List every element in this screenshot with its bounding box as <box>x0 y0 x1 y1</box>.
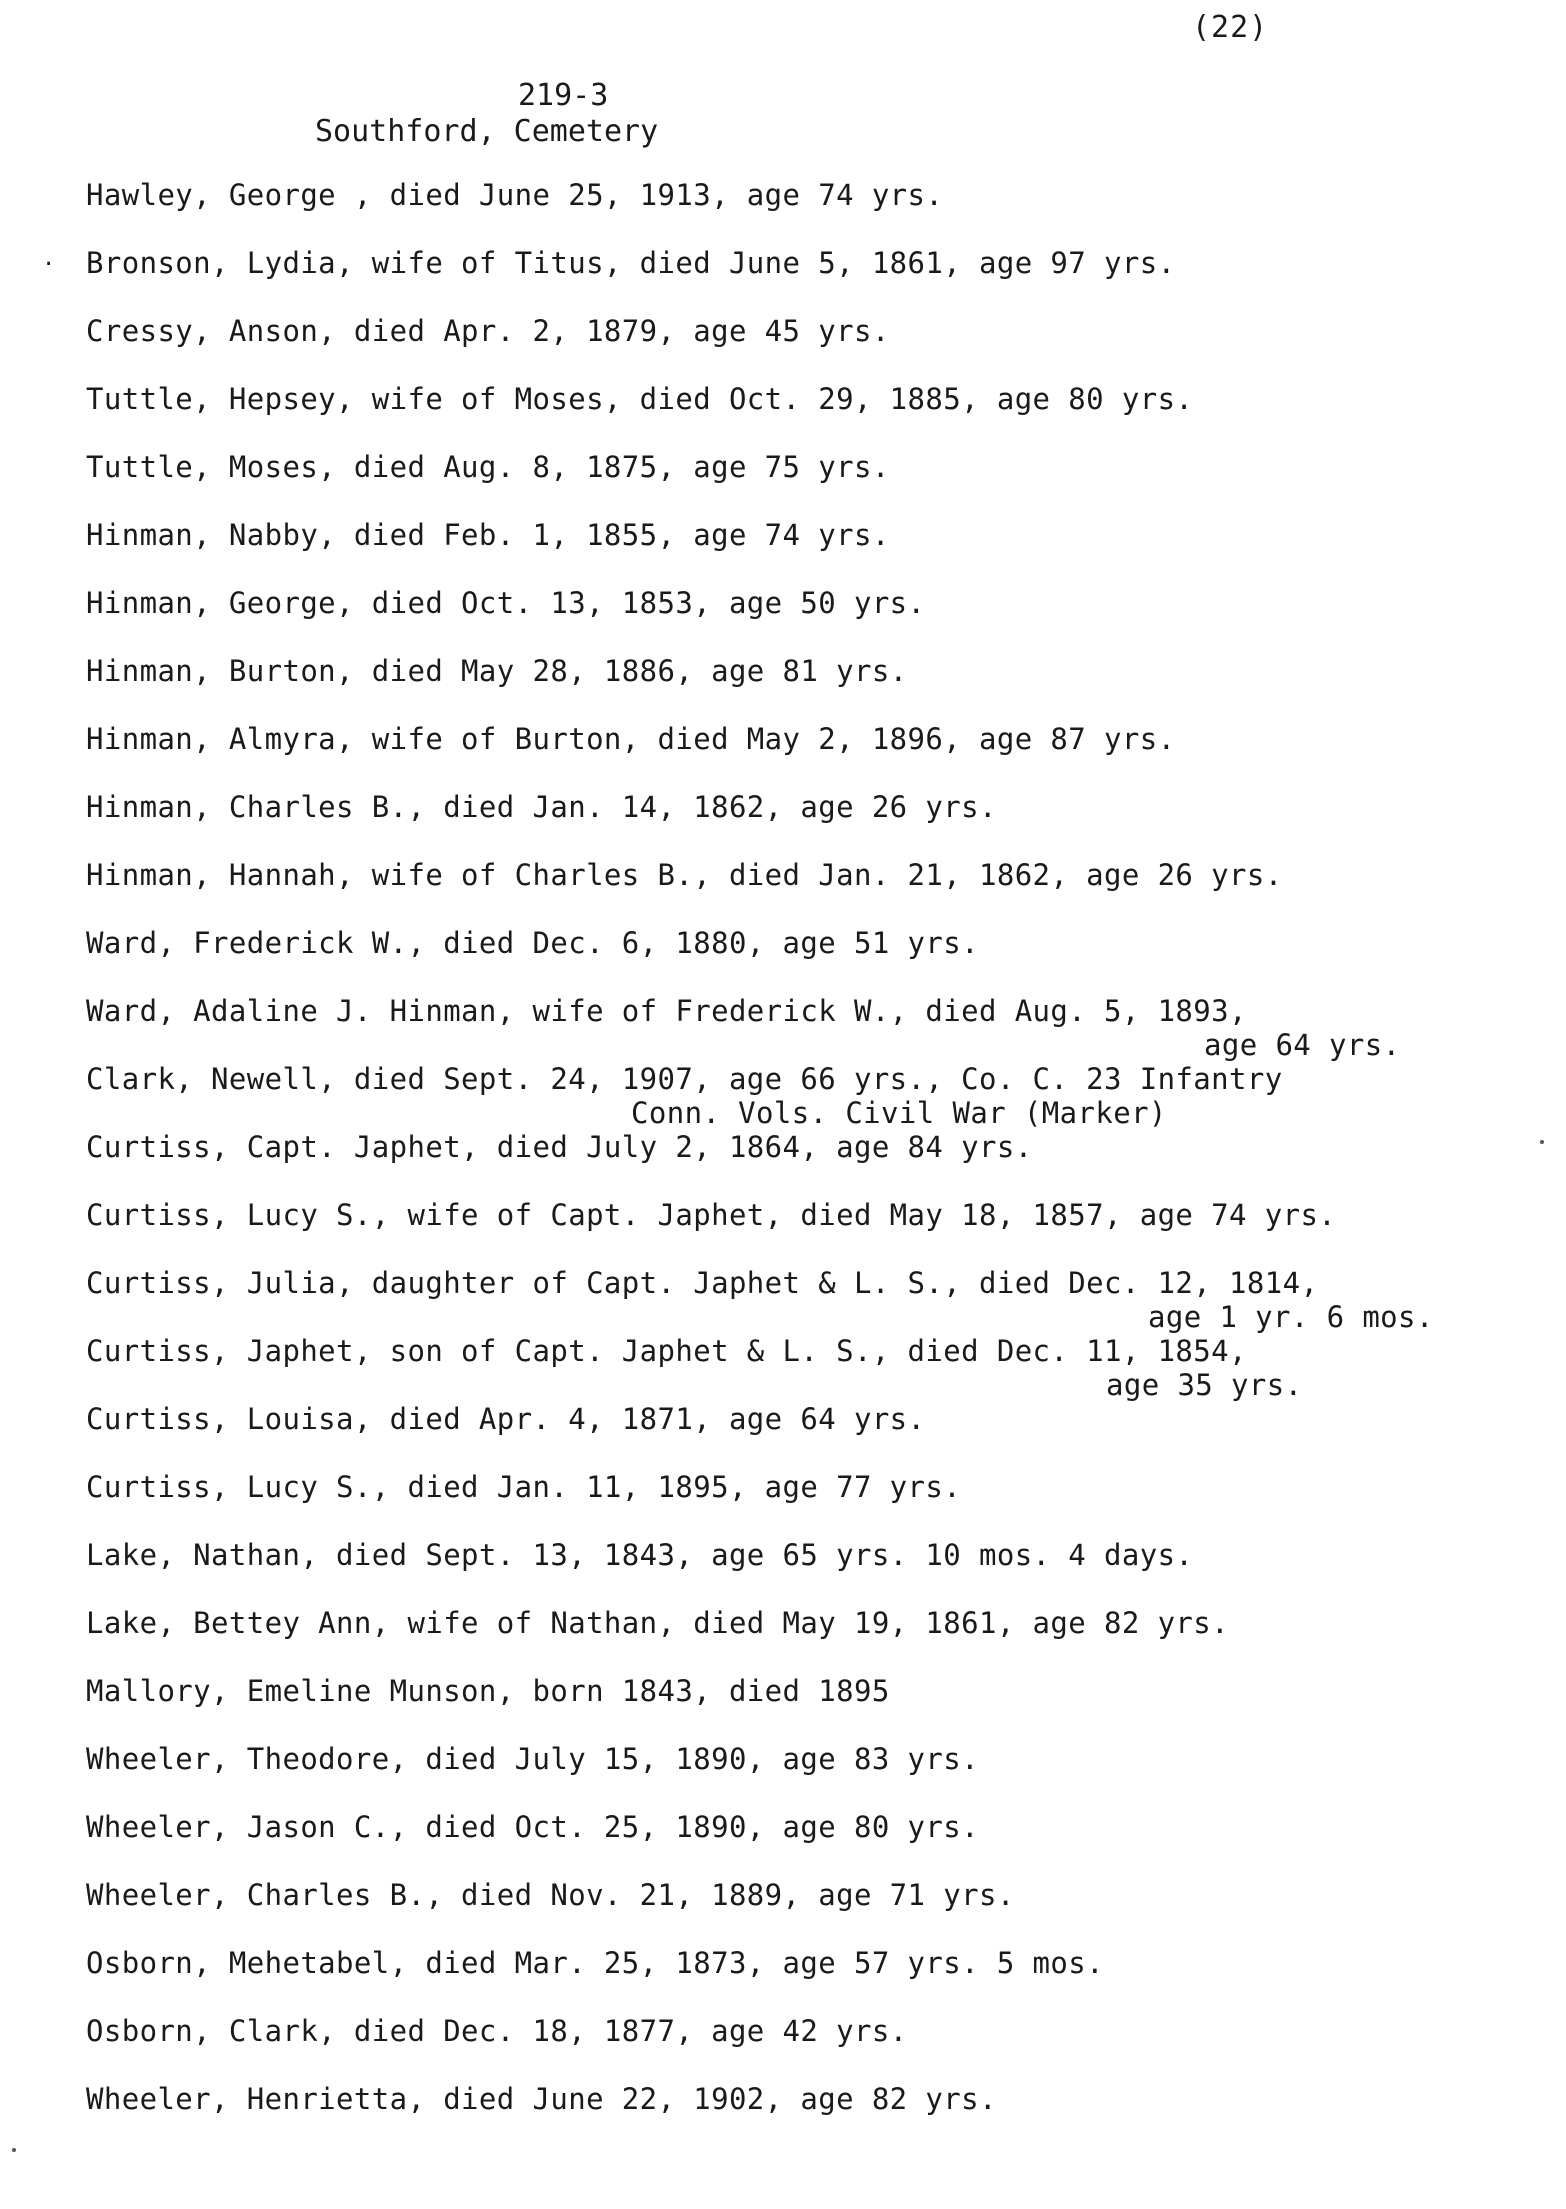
stray-ink-mark <box>1540 1140 1544 1144</box>
list-item: Curtiss, Capt. Japhet, died July 2, 1864, age 84 yrs. <box>86 1130 1033 1164</box>
list-item: Mallory, Emeline Munson, born 1843, died 1895 <box>86 1674 890 1708</box>
margin-bullet-mark: · <box>42 252 56 277</box>
list-item: Hinman, Charles B., died Jan. 14, 1862, age 26 yrs. <box>86 790 997 824</box>
list-item-continuation: Conn. Vols. Civil War (Marker) <box>631 1096 1167 1130</box>
list-item: Bronson, Lydia, wife of Titus, died June 5, 1861, age 97 yrs. <box>86 246 1176 280</box>
page-number: (22) <box>1192 10 1269 45</box>
list-item: Cressy, Anson, died Apr. 2, 1879, age 45 yrs. <box>86 314 890 348</box>
list-item: Curtiss, Julia, daughter of Capt. Japhet & L. S., died Dec. 12, 1814, <box>86 1266 1319 1300</box>
list-item: Wheeler, Theodore, died July 15, 1890, age 83 yrs. <box>86 1742 979 1776</box>
list-item: Lake, Bettey Ann, wife of Nathan, died May 19, 1861, age 82 yrs. <box>86 1606 1230 1640</box>
list-item: Tuttle, Hepsey, wife of Moses, died Oct. 29, 1885, age 80 yrs. <box>86 382 1194 416</box>
list-item: Hinman, Almyra, wife of Burton, died May 2, 1896, age 87 yrs. <box>86 722 1176 756</box>
list-item: Tuttle, Moses, died Aug. 8, 1875, age 75 yrs. <box>86 450 890 484</box>
list-item: Curtiss, Lucy S., wife of Capt. Japhet, died May 18, 1857, age 74 yrs. <box>86 1198 1337 1232</box>
list-item: Clark, Newell, died Sept. 24, 1907, age 66 yrs., Co. C. 23 Infantry <box>86 1062 1283 1096</box>
list-item: Hinman, Hannah, wife of Charles B., died Jan. 21, 1862, age 26 yrs. <box>86 858 1283 892</box>
list-item-continuation: age 1 yr. 6 mos. <box>1148 1300 1434 1334</box>
list-item: Curtiss, Louisa, died Apr. 4, 1871, age 64 yrs. <box>86 1402 926 1436</box>
list-item: Osborn, Mehetabel, died Mar. 25, 1873, age 57 yrs. 5 mos. <box>86 1946 1104 1980</box>
list-item: Curtiss, Japhet, son of Capt. Japhet & L. S., died Dec. 11, 1854, <box>86 1334 1247 1368</box>
list-item: Lake, Nathan, died Sept. 13, 1843, age 65 yrs. 10 mos. 4 days. <box>86 1538 1194 1572</box>
stray-ink-mark <box>12 2148 16 2152</box>
list-item: Wheeler, Charles B., died Nov. 21, 1889, age 71 yrs. <box>86 1878 1015 1912</box>
list-item: Wheeler, Henrietta, died June 22, 1902, age 82 yrs. <box>86 2082 997 2116</box>
list-item: Curtiss, Lucy S., died Jan. 11, 1895, age 77 yrs. <box>86 1470 962 1504</box>
cemetery-title: Southford, Cemetery <box>315 114 659 149</box>
list-item: Osborn, Clark, died Dec. 18, 1877, age 42 yrs. <box>86 2014 908 2048</box>
list-item: Hawley, George , died June 25, 1913, age 74 yrs. <box>86 178 944 212</box>
list-item: Hinman, Nabby, died Feb. 1, 1855, age 74 yrs. <box>86 518 890 552</box>
list-item: Hinman, Burton, died May 28, 1886, age 81 yrs. <box>86 654 908 688</box>
list-item: Hinman, George, died Oct. 13, 1853, age 50 yrs. <box>86 586 926 620</box>
list-item-continuation: age 35 yrs. <box>1106 1368 1303 1402</box>
record-code: 219-3 <box>518 78 609 113</box>
list-item: Wheeler, Jason C., died Oct. 25, 1890, age 80 yrs. <box>86 1810 979 1844</box>
list-item: Ward, Frederick W., died Dec. 6, 1880, age 51 yrs. <box>86 926 979 960</box>
list-item: Ward, Adaline J. Hinman, wife of Frederick W., died Aug. 5, 1893, <box>86 994 1247 1028</box>
list-item-continuation: age 64 yrs. <box>1204 1028 1401 1062</box>
